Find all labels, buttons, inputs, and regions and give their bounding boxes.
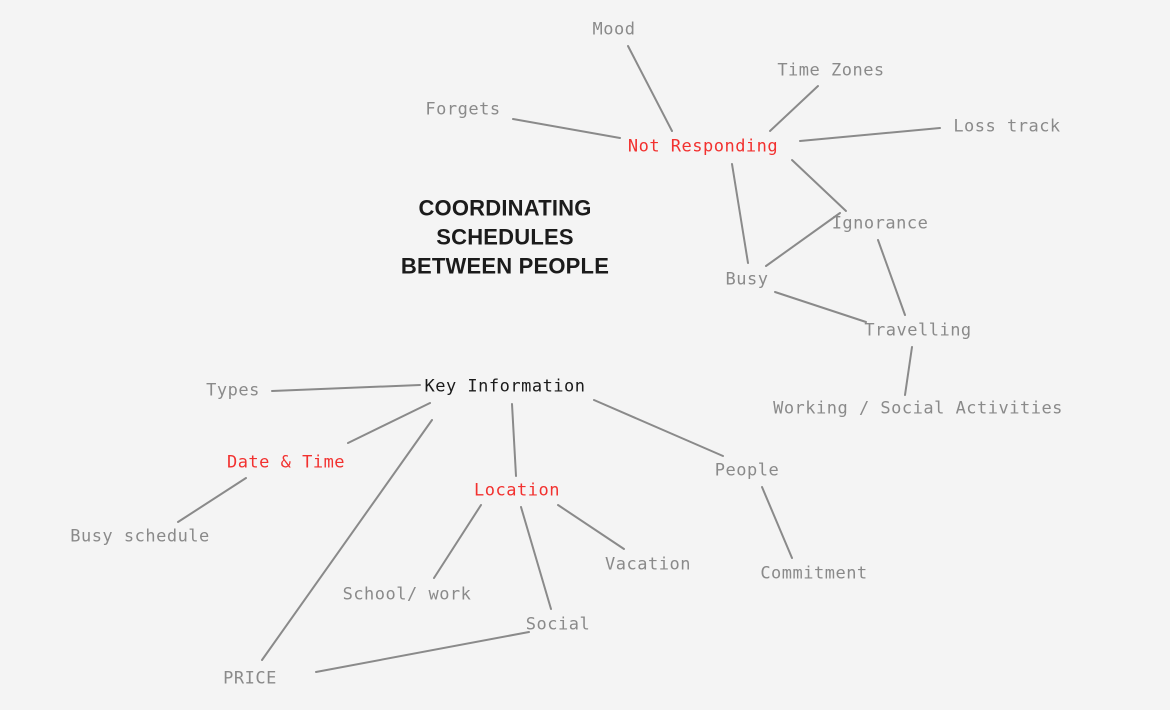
diagram-title-line: COORDINATING [418,195,592,221]
node-school-work[interactable]: School/ work [342,584,472,605]
edge-travelling-to-working-social [905,347,912,395]
node-not-responding[interactable]: Not Responding [627,136,779,157]
node-busy[interactable]: Busy [725,269,769,290]
node-price[interactable]: PRICE [223,668,277,689]
edge-location-to-social [521,507,551,609]
node-time-zones[interactable]: Time Zones [777,60,885,81]
node-people[interactable]: People [714,460,780,481]
edge-busy-to-travelling [775,292,866,322]
node-key-information[interactable]: Key Information [424,376,586,397]
node-types[interactable]: Types [206,380,260,401]
edge-not-responding-to-mood [628,46,672,131]
edge-location-to-school-work [434,505,481,578]
node-loss-track[interactable]: Loss track [953,116,1061,137]
edge-people-to-commitment [762,487,792,558]
node-social[interactable]: Social [525,614,591,635]
node-travelling[interactable]: Travelling [864,320,972,341]
edge-social-to-price-line [316,632,529,672]
edge-date-time-to-busy-schedule [178,478,246,522]
edge-not-responding-to-forgets [513,119,620,138]
diagram-title [401,193,609,280]
node-location[interactable]: Location [474,480,560,501]
edge-not-responding-to-loss-track [800,128,940,141]
edge-key-information-to-location [512,404,516,476]
node-forgets[interactable]: Forgets [425,99,501,120]
edge-location-to-vacation [558,505,624,549]
node-busy-schedule[interactable]: Busy schedule [70,526,210,547]
node-ignorance[interactable]: Ignorance [831,213,929,234]
edge-ignorance-to-travelling [878,240,905,315]
diagram-title-line: SCHEDULES [436,224,574,250]
edge-not-responding-to-time-zones [770,86,818,131]
node-vacation[interactable]: Vacation [605,554,691,575]
edge-key-information-to-types [272,385,420,391]
node-commitment[interactable]: Commitment [760,563,868,584]
edge-busy-to-ignorance [766,213,840,266]
diagram-title-line: BETWEEN PEOPLE [400,253,610,279]
node-mood[interactable]: Mood [592,19,636,40]
edge-not-responding-to-ignorance [792,160,846,211]
edge-key-information-to-date-time [348,403,430,443]
node-working-social[interactable]: Working / Social Activities [773,398,1063,419]
edge-key-information-to-people [594,400,723,456]
edge-not-responding-to-busy [732,164,748,263]
node-date-time[interactable]: Date & Time [226,452,346,473]
